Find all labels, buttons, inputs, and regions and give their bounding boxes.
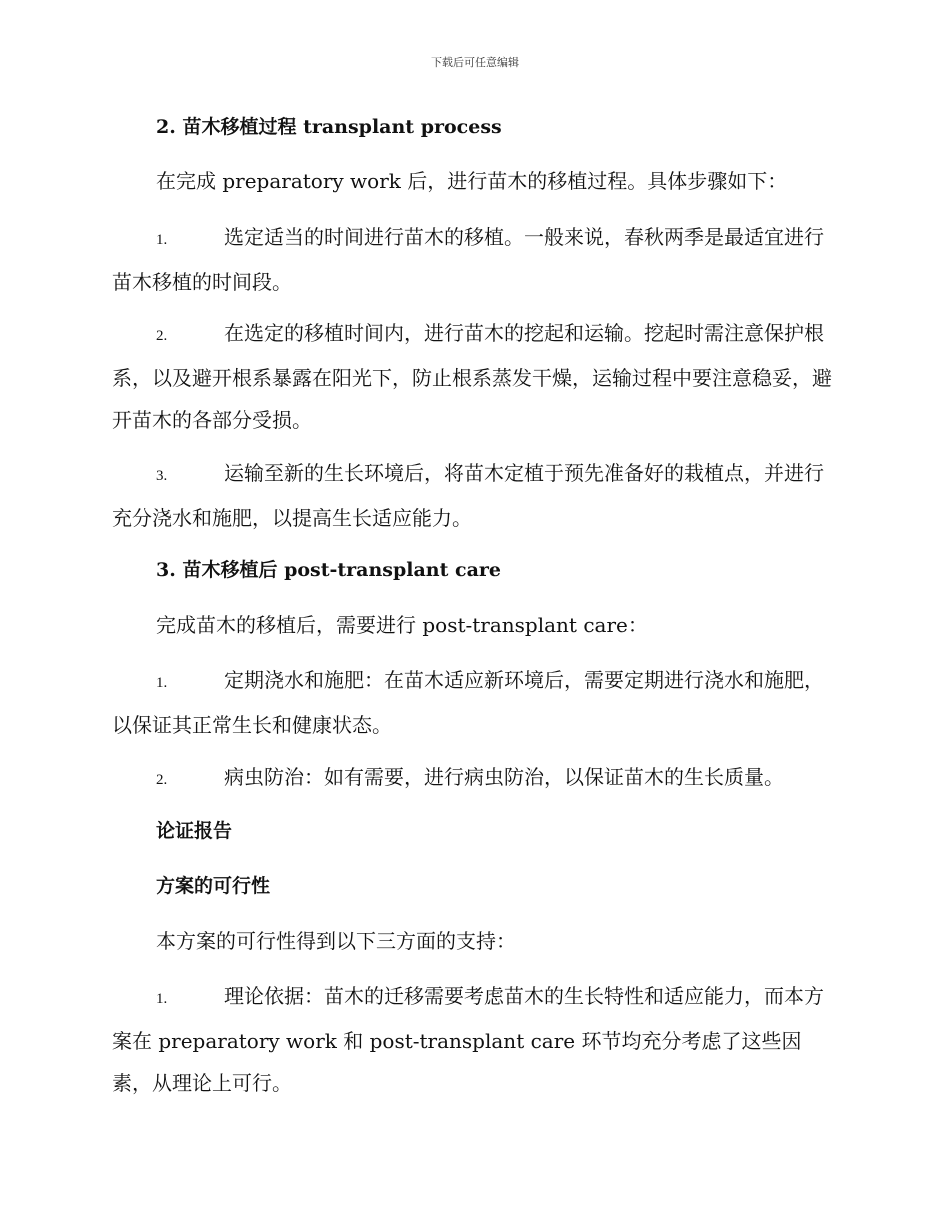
- list-item-text: 在选定的移植时间内，进行苗木的挖起和运输。挖起时需注意保护根系，以及避开根系暴露在阳光下，防止根系蒸发干燥，运输过程中要注意稳妥，避开苗木的各部分受损。: [112, 321, 832, 432]
- list-item: [112, 659, 834, 746]
- list-number: 2.: [156, 772, 168, 788]
- list-item: [112, 756, 834, 801]
- list-item: [112, 312, 834, 441]
- list-item-text: 选定适当的时间进行苗木的移植。一般来说，春秋两季是最适宜进行苗木移植的时间段。: [112, 225, 824, 294]
- section-heading-report: 论证报告: [156, 820, 233, 842]
- list-item: [112, 216, 834, 303]
- list-number: 1.: [156, 232, 168, 248]
- list-number: 3.: [156, 468, 168, 484]
- list-item-text: 病虫防治：如有需要，进行病虫防治，以保证苗木的生长质量。: [224, 765, 784, 789]
- header-note: 下载后可任意编辑: [431, 56, 519, 69]
- section-heading-feasibility: 方案的可行性: [156, 875, 271, 897]
- paragraph-intro-care: 完成苗木的移植后，需要进行 post-transplant care：: [156, 613, 648, 637]
- list-item: [112, 975, 834, 1104]
- list-item-text: 理论依据：苗木的迁移需要考虑苗木的生长特性和适应能力，而本方案在 preparatory work 和 post-transplant care 环节均充分考虑了这些因素，从理论上可行。: [112, 984, 824, 1095]
- list-number: 2.: [156, 328, 168, 344]
- paragraph-intro-transplant: 在完成 preparatory work 后，进行苗木的移植过程。具体步骤如下：: [156, 169, 788, 193]
- list-item-text: 定期浇水和施肥：在苗木适应新环境后，需要定期进行浇水和施肥，以保证其正常生长和健康状态。: [112, 668, 824, 737]
- section-heading-transplant-process: 2. 苗木移植过程 transplant process: [156, 116, 502, 138]
- list-item: [112, 452, 834, 539]
- paragraph-feasibility-intro: 本方案的可行性得到以下三方面的支持：: [156, 929, 516, 953]
- list-number: 1.: [156, 991, 168, 1007]
- list-number: 1.: [156, 675, 168, 691]
- list-item-text: 运输至新的生长环境后，将苗木定植于预先准备好的栽植点，并进行充分浇水和施肥，以提高生长适应能力。: [112, 461, 824, 530]
- section-heading-post-transplant-care: 3. 苗木移植后 post-transplant care: [156, 559, 501, 581]
